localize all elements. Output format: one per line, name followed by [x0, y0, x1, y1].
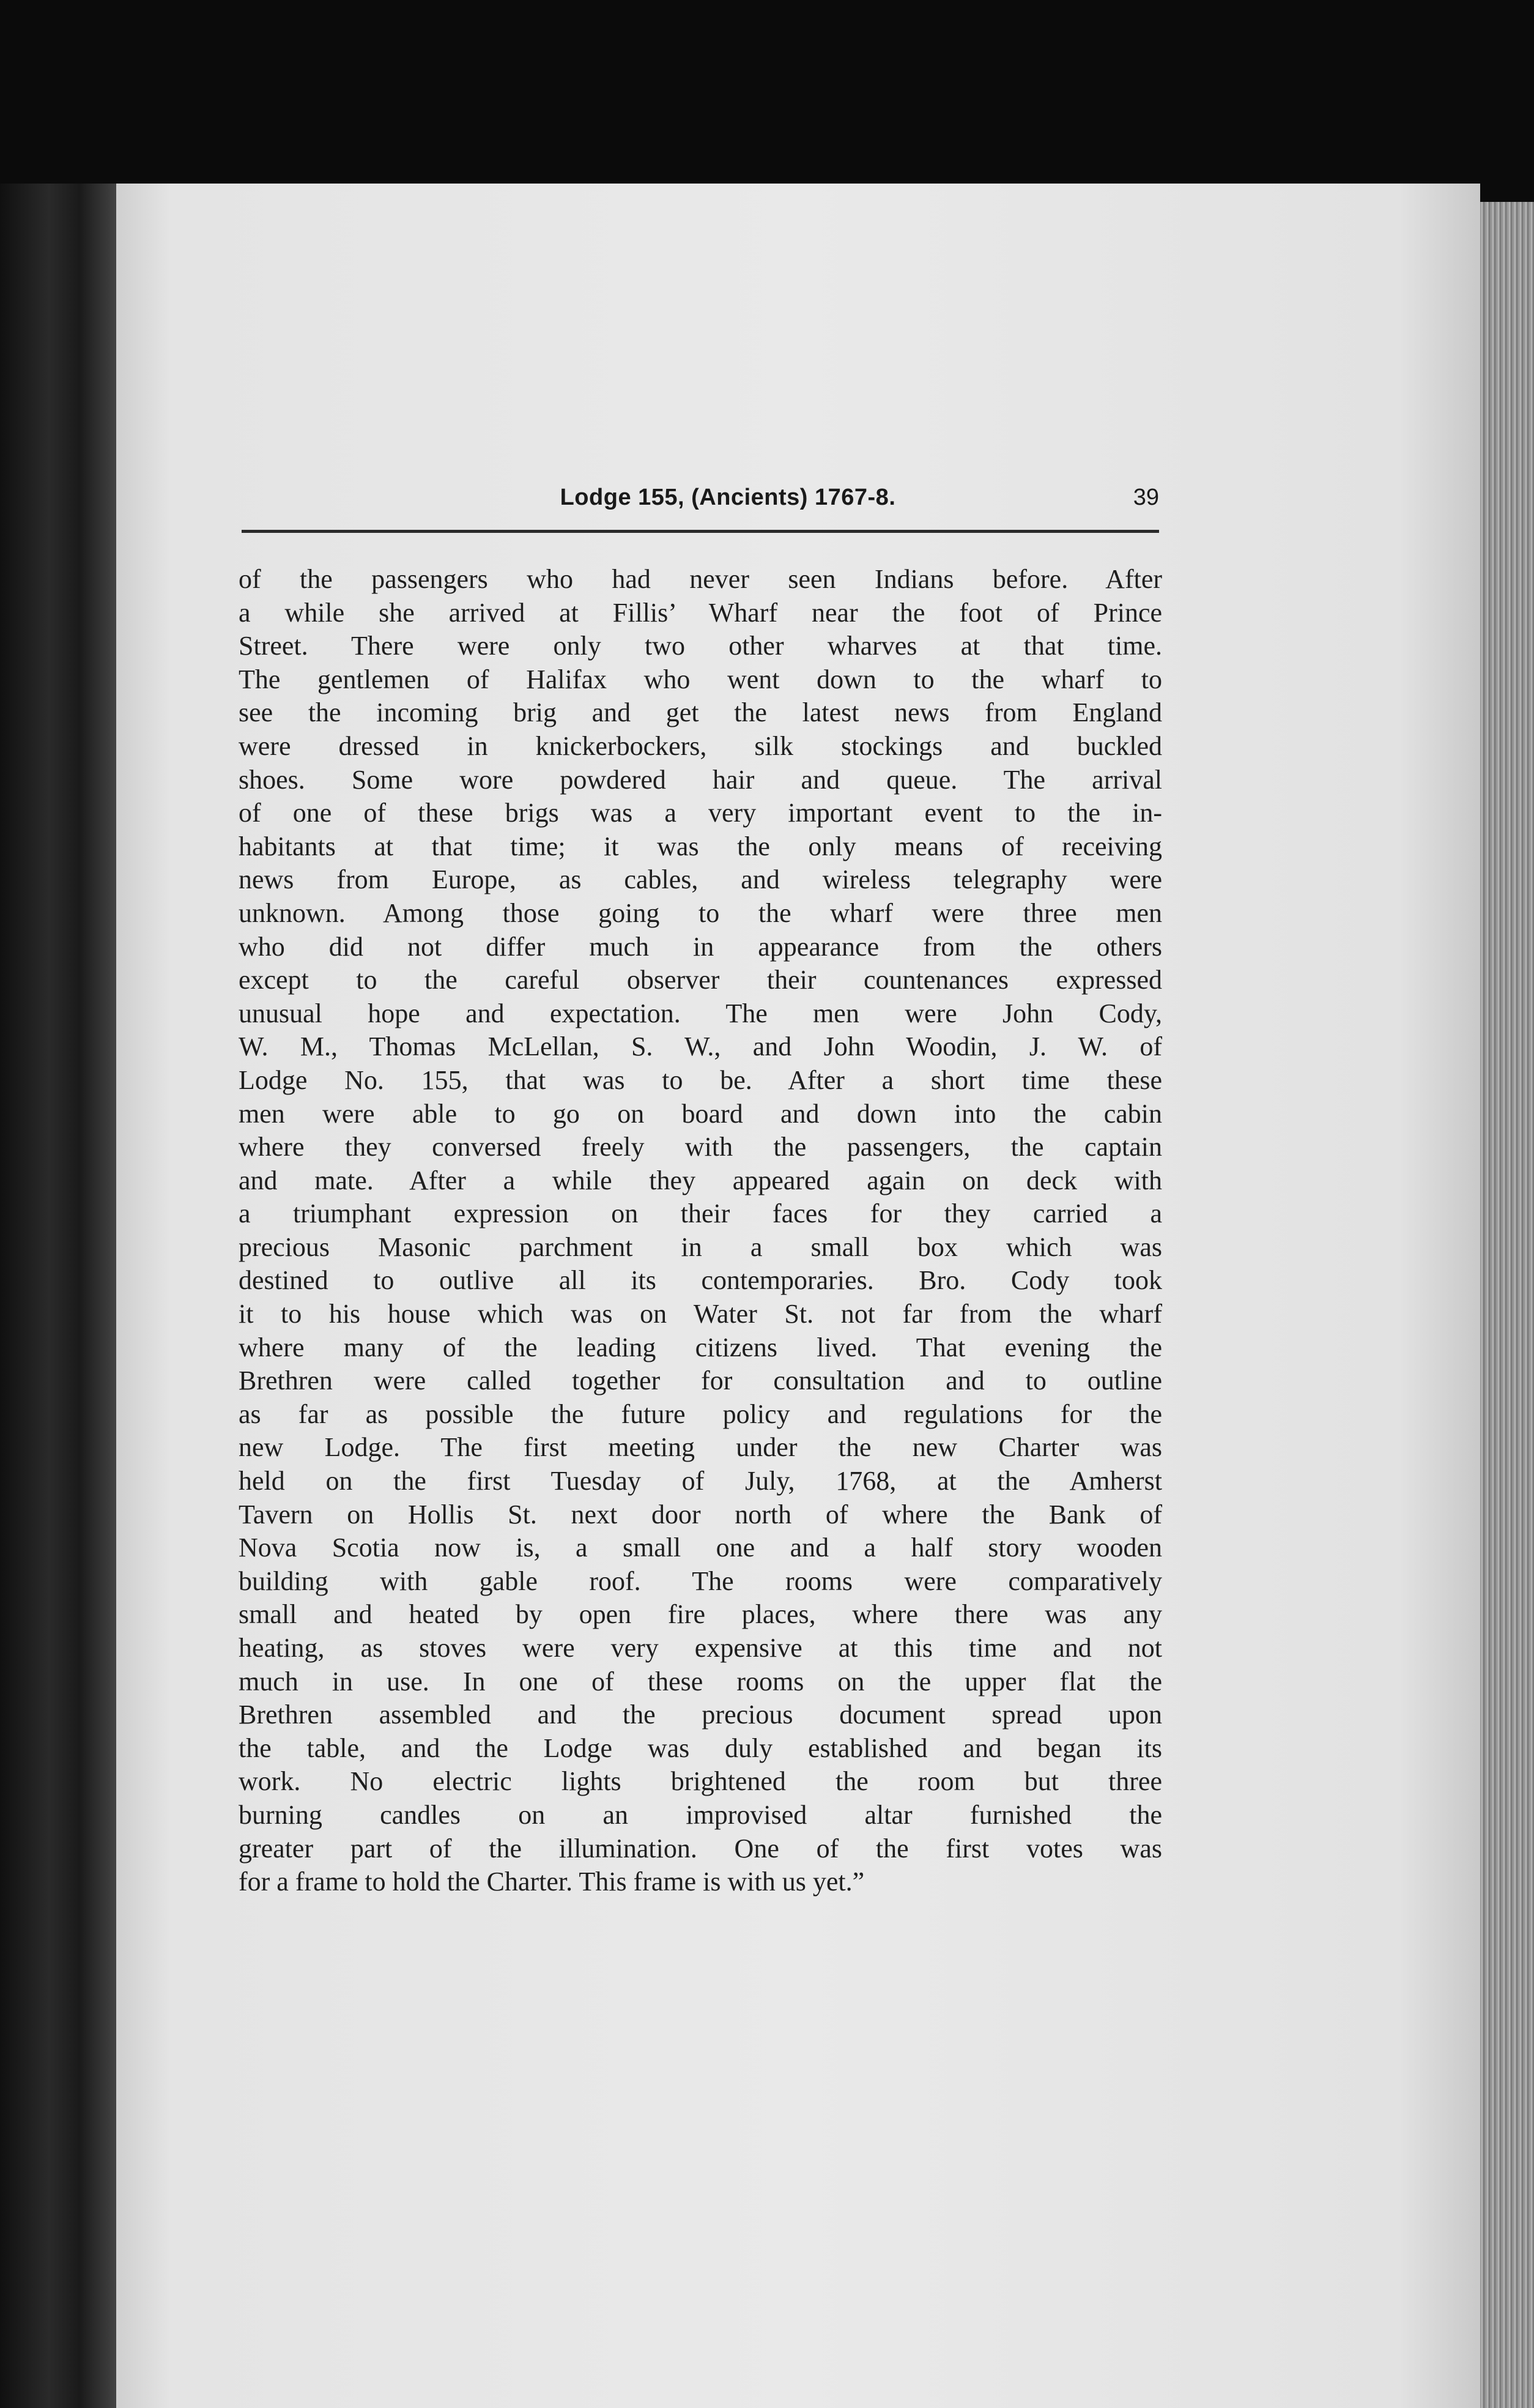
header-rule [242, 530, 1159, 533]
text-line: Tavern on Hollis St. next door north of where the Bank of [239, 1499, 1162, 1529]
text-line: W. M., Thomas McLellan, S. W., and John Woodin, J. W. of [239, 1031, 1162, 1062]
text-line: The gentlemen of Halifax who went down to the wharf to [239, 664, 1162, 694]
text-line: were dressed in knickerbockers, silk stockings and buckled [239, 730, 1162, 761]
left-page-edge [0, 184, 122, 2408]
text-line: much in use. In one of these rooms on the upper flat the [239, 1666, 1162, 1696]
text-line: Brethren were called together for consultation and to outline [239, 1366, 1162, 1396]
text-line: the table, and the Lodge was duly established and began its [239, 1733, 1162, 1763]
text-line: precious Masonic parchment in a small box which was [239, 1232, 1162, 1262]
text-line: see the incoming brig and get the latest news from England [239, 697, 1162, 728]
text-line: a while she arrived at Fillis’ Wharf near the foot of Prince [239, 597, 1162, 628]
right-page-stack [1480, 202, 1534, 2408]
text-line: habitants at that time; it was the only means of receiving [239, 831, 1162, 861]
text-line: a triumphant expression on their faces for they carried a [239, 1198, 1162, 1229]
text-line: held on the first Tuesday of July, 1768, at the Amherst [239, 1466, 1162, 1496]
text-line: small and heated by open fire places, where there was any [239, 1599, 1162, 1630]
text-line: for a frame to hold the Charter. This frame is with us yet.” [239, 1867, 865, 1897]
text-line: shoes. Some wore powdered hair and queue. The arrival [239, 764, 1162, 795]
text-line: Brethren assembled and the precious document spread upon [239, 1700, 1162, 1730]
text-line: and mate. After a while they appeared again on deck with [239, 1165, 1162, 1195]
running-title: Lodge 155, (Ancients) 1767-8. [560, 485, 896, 510]
text-line: new Lodge. The first meeting under the new Charter was [239, 1432, 1162, 1463]
text-line: where many of the leading citizens lived. That evening the [239, 1332, 1162, 1362]
text-line: Nova Scotia now is, a small one and a half story wooden [239, 1533, 1162, 1563]
text-line: destined to outlive all its contemporaries. Bro. Cody took [239, 1265, 1162, 1296]
text-line: it to his house which was on Water St. not far from the wharf [239, 1299, 1162, 1329]
text-line: Street. There were only two other wharves at that time. [239, 631, 1162, 661]
text-line: building with gable roof. The rooms were comparatively [239, 1566, 1162, 1596]
text-line: burning candles on an improvised altar furnished the [239, 1799, 1162, 1830]
text-line: unusual hope and expectation. The men were John Cody, [239, 998, 1162, 1028]
text-line: except to the careful observer their countenances expressed [239, 965, 1162, 995]
page-number: 39 [1133, 485, 1159, 510]
text-line: as far as possible the future policy and regulations for the [239, 1399, 1162, 1429]
text-line: unknown. Among those going to the wharf were three men [239, 897, 1162, 928]
body-text [239, 563, 1162, 1970]
text-line: Lodge No. 155, that was to be. After a short time these [239, 1065, 1162, 1095]
text-line: where they conversed freely with the passengers, the captain [239, 1132, 1162, 1162]
text-line: who did not differ much in appearance from the others [239, 931, 1162, 962]
text-line: men were able to go on board and down into the cabin [239, 1098, 1162, 1129]
text-line: greater part of the illumination. One of the first votes was [239, 1833, 1162, 1864]
text-line: news from Europe, as cables, and wireless telegraphy were [239, 864, 1162, 895]
running-head [242, 476, 1159, 519]
text-line: heating, as stoves were very expensive at this time and not [239, 1633, 1162, 1663]
text-line: of the passengers who had never seen Indians before. After [239, 564, 1162, 594]
text-line: work. No electric lights brightened the room but three [239, 1766, 1162, 1797]
text-line: of one of these brigs was a very important event to the in- [239, 798, 1162, 828]
